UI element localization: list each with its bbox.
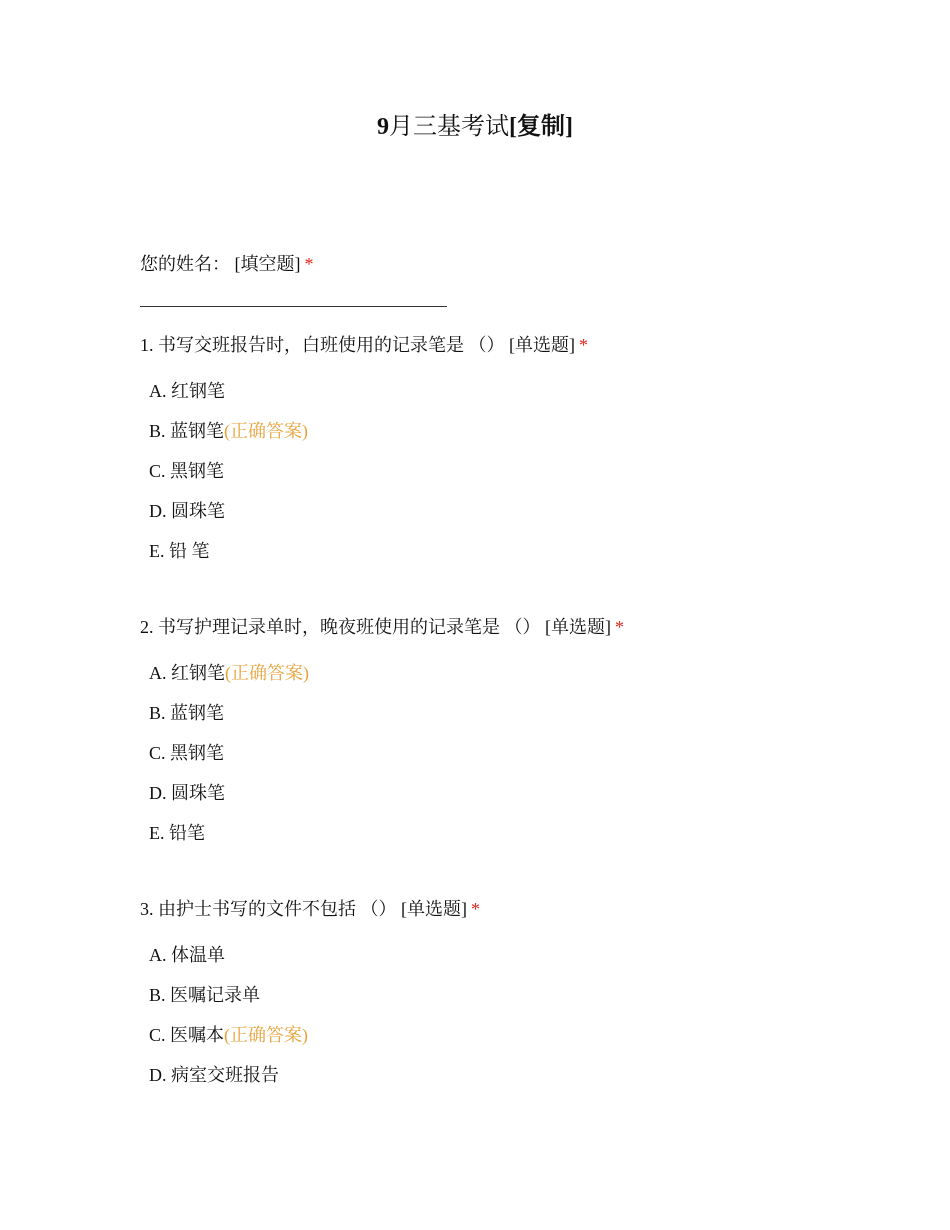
required-mark: * [579, 335, 588, 355]
name-question [140, 253, 840, 275]
title-text: 月三基考试 [389, 114, 509, 140]
page-title [0, 112, 950, 142]
title-suffix: [复制] [509, 114, 573, 140]
question-number: 1. [140, 335, 154, 355]
option-a[interactable]: A. 红钢笔 [149, 381, 225, 401]
question-type: [单选题] [401, 899, 467, 919]
option-b[interactable]: B. 医嘱记录单 [149, 985, 261, 1005]
question-text: 书写护理记录单时，晚夜班使用的记录笔是 （） [158, 617, 541, 637]
question-number: 2. [140, 617, 154, 637]
name-input-line[interactable] [140, 306, 447, 307]
required-mark: * [304, 254, 314, 274]
option-d[interactable]: D. 病室交班报告 [149, 1065, 279, 1085]
question-3 [140, 898, 840, 1086]
question-text: 由护士书写的文件不包括 （） [158, 899, 397, 919]
option-a[interactable]: A. 红钢笔(正确答案) [149, 663, 309, 683]
option-a[interactable]: A. 体温单 [149, 945, 225, 965]
correct-answer-label: (正确答案) [225, 663, 309, 683]
option-d[interactable]: D. 圆珠笔 [149, 501, 225, 521]
option-b[interactable]: B. 蓝钢笔(正确答案) [149, 421, 309, 441]
question-text: 书写交班报告时，白班使用的记录笔是 （） [158, 335, 505, 355]
question-type: [单选题] [509, 335, 575, 355]
question-number: 3. [140, 899, 154, 919]
required-mark: * [471, 899, 480, 919]
correct-answer-label: (正确答案) [224, 1025, 309, 1045]
option-e[interactable]: E. 铅笔 [149, 823, 205, 843]
question-2 [140, 616, 840, 844]
option-e[interactable]: E. 铅 笔 [149, 541, 210, 561]
correct-answer-label: (正确答案) [224, 421, 309, 441]
title-number: 9 [377, 114, 389, 140]
required-mark: * [615, 617, 624, 637]
option-c[interactable]: C. 医嘱本(正确答案) [149, 1025, 309, 1045]
question-1 [140, 334, 840, 562]
option-c[interactable]: C. 黑钢笔 [149, 743, 225, 763]
option-c[interactable]: C. 黑钢笔 [149, 461, 225, 481]
question-type: [单选题] [545, 617, 611, 637]
option-d[interactable]: D. 圆珠笔 [149, 783, 225, 803]
name-label: 您的姓名： [140, 254, 230, 274]
question-type: [填空题] [234, 254, 301, 274]
option-b[interactable]: B. 蓝钢笔 [149, 703, 225, 723]
